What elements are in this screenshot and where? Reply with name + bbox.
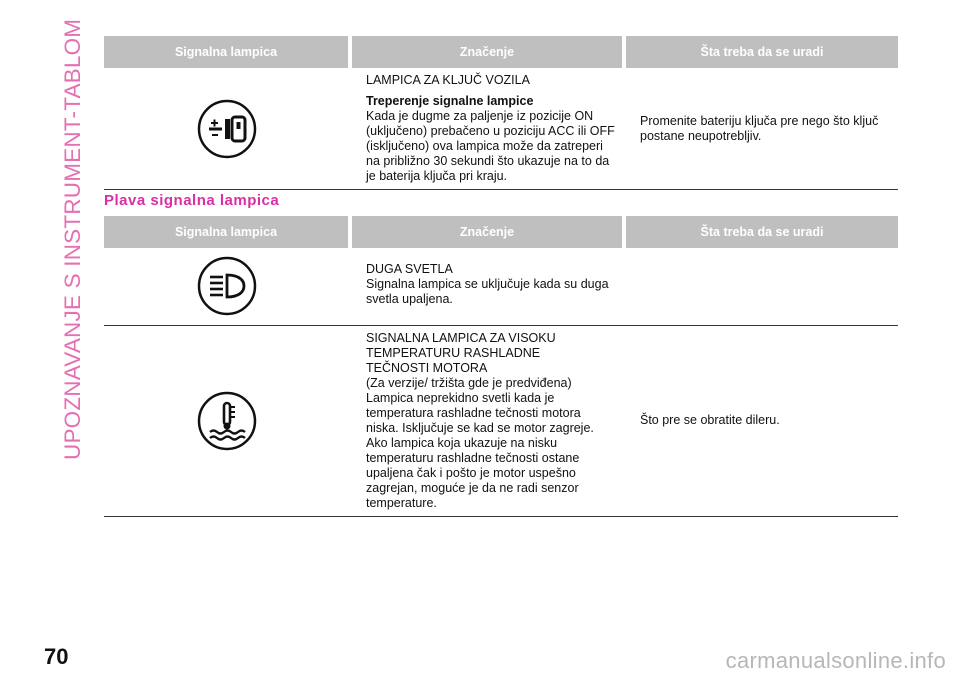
header-action: Šta treba da se uradi — [624, 36, 898, 68]
header-signal-lamp: Signalna lampica — [104, 36, 350, 68]
blue-lights-table — [104, 216, 898, 517]
icon-cell — [104, 325, 350, 516]
action-cell — [624, 68, 898, 190]
lamp-description: Kada je dugme za paljenje iz pozicije ON (uključeno) prebačeno u poziciju ACC ili OFF (isključeno) ova lampica može da zatreperi na približno 30 sekundi što ukazuje na to da je baterija ključa pri kraju. — [366, 109, 615, 183]
high-beam-icon — [196, 255, 258, 317]
lamp-description: Lampica neprekidno svetli kada je temperatura rashladne tečnosti motora niska. Isključuje se kad se motor zagreje. Ako lampica koja ukazuje na nisku temperaturu rashladne tečnosti ostane upaljena čak i pošto je motor uspešno zagrejan, moguće je da ne radi senzor temperature. — [366, 390, 594, 510]
icon-cell — [104, 248, 350, 325]
lamp-description: Signalna lampica se uključuje kada su duga svetla upaljena. — [366, 277, 609, 306]
action-cell — [624, 325, 898, 516]
meaning-cell — [350, 248, 624, 325]
sidebar-chapter-title: UPOZNAVANJE S INSTRUMENT-TABLOM — [60, 18, 85, 460]
lamp-title: DUGA SVETLA — [366, 262, 453, 276]
lamp-title: SIGNALNA LAMPICA ZA VISOKU TEMPERATURU RASHLADNE TEČNOSTI MOTORA — [366, 330, 556, 375]
header-action: Šta treba da se uradi — [624, 216, 898, 248]
action-text: Promenite bateriju ključa pre nego što ključ postane neupotrebljiv. — [640, 113, 879, 143]
meaning-cell — [350, 68, 624, 190]
page-number: 70 — [44, 644, 69, 669]
warning-lights-table — [104, 36, 898, 190]
table-header-row — [104, 36, 898, 68]
key-battery-icon — [196, 98, 258, 160]
meaning-cell — [350, 325, 624, 516]
section-title: Plava signalna lampica — [104, 192, 280, 209]
lamp-note: (Za verzije/ tržišta gde je predviđena) — [366, 375, 572, 390]
action-cell — [624, 248, 898, 325]
coolant-temperature-icon — [196, 390, 258, 452]
icon-cell — [104, 68, 350, 190]
header-meaning: Značenje — [350, 216, 624, 248]
table-header-row — [104, 216, 898, 248]
header-signal-lamp: Signalna lampica — [104, 216, 350, 248]
watermark: carmanualsonline.info — [725, 648, 946, 673]
action-text: Što pre se obratite dileru. — [640, 413, 780, 427]
lamp-title: LAMPICA ZA KLJUČ VOZILA — [366, 73, 530, 87]
table-row — [104, 248, 898, 325]
table-row — [104, 68, 898, 190]
lamp-subtitle: Treperenje signalne lampice — [366, 94, 534, 108]
header-meaning: Značenje — [350, 36, 624, 68]
table-row — [104, 325, 898, 516]
